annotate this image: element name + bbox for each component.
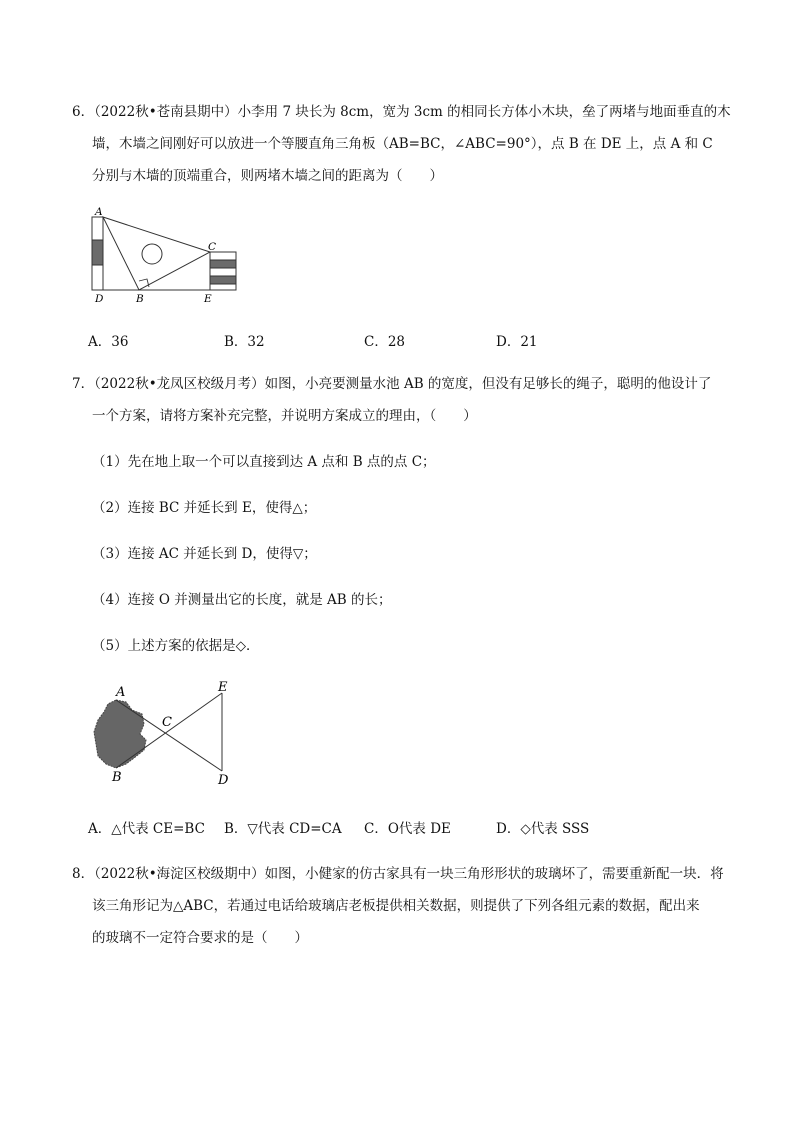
step-2: （2）连接 BC 并延长到 E，使得△； <box>92 500 317 516</box>
label-A: A <box>95 206 103 218</box>
question-line: （2022秋•苍南县期中）小李用 7 块长为 8cm，宽为 3cm 的相同长方体小木块，垒了两堵与地面垂直的木 <box>94 104 731 120</box>
label-A: A <box>116 685 126 700</box>
right-wall-block <box>210 252 236 260</box>
right-wall-block <box>210 260 236 268</box>
question-line: （2022秋•龙凤区校级月考）如图，小亮要测量水池 AB 的宽度，但没有足够长的绳子，聪明的他设计了 <box>94 376 712 392</box>
question-line: 的玻璃不一定符合要求的是（ ） <box>92 930 308 946</box>
option-b[interactable]: B．▽代表 CD=CA <box>224 821 342 837</box>
question-6-text <box>72 96 732 192</box>
option-c[interactable]: C．O代表 DE <box>364 821 451 837</box>
isosceles-right-triangle <box>103 217 210 290</box>
pond <box>94 700 146 768</box>
question-line: （2022秋•海淀区校级期中）如图，小健家的仿古家具有一块三角形形状的玻璃坏了，需要重新配一块．将 <box>94 866 724 882</box>
option-b[interactable]: B．32 <box>224 334 265 350</box>
step-5: （5）上述方案的依据是◇． <box>92 638 260 654</box>
label-B: B <box>112 770 122 785</box>
question-number: 7． <box>72 376 95 392</box>
figure-pond <box>86 678 246 790</box>
triangle-hole <box>142 244 162 264</box>
question-line: 墙，木墙之间刚好可以放进一个等腰直角三角板（AB=BC，∠ABC=90°），点 B 在 DE 上，点 A 和 C <box>92 136 713 152</box>
left-wall-block <box>92 240 103 265</box>
option-d[interactable]: D．◇代表 SSS <box>496 821 590 837</box>
option-c[interactable]: C．28 <box>364 334 406 350</box>
option-a[interactable]: A．36 <box>88 334 129 350</box>
option-d[interactable]: D．21 <box>496 334 538 350</box>
label-D: D <box>218 773 229 788</box>
question-number: 6． <box>72 104 95 120</box>
question-number: 8． <box>72 866 95 882</box>
right-wall-block <box>210 284 236 290</box>
question-line: 分别与木墙的顶端重合，则两堵木墙之间的距离为（ ） <box>92 168 443 184</box>
label-C: C <box>208 241 217 253</box>
step-1: （1）先在地上取一个可以直接到达 A 点和 B 点的点 C； <box>92 454 436 470</box>
question-line: 一个方案，请将方案补充完整，并说明方案成立的理由，（ ） <box>92 408 477 424</box>
step-3: （3）连接 AC 并延长到 D，使得▽； <box>92 546 317 562</box>
right-wall-block <box>210 276 236 284</box>
question-7-text <box>72 368 732 432</box>
label-E: E <box>204 293 212 302</box>
question-8-text <box>72 858 732 954</box>
label-E: E <box>218 680 228 695</box>
step-4: （4）连接 O 并测量出它的长度，就是 AB 的长； <box>92 592 392 608</box>
right-wall-block <box>210 268 236 276</box>
label-D: D <box>95 293 104 302</box>
label-C: C <box>162 715 172 730</box>
figure-wooden-walls <box>86 206 246 302</box>
question-line: 该三角形记为△ABC，若通过电话给玻璃店老板提供相关数据，则提供了下列各组元素的数据，配出来 <box>92 898 700 914</box>
label-B: B <box>136 293 144 302</box>
option-a[interactable]: A．△代表 CE=BC <box>88 821 205 837</box>
